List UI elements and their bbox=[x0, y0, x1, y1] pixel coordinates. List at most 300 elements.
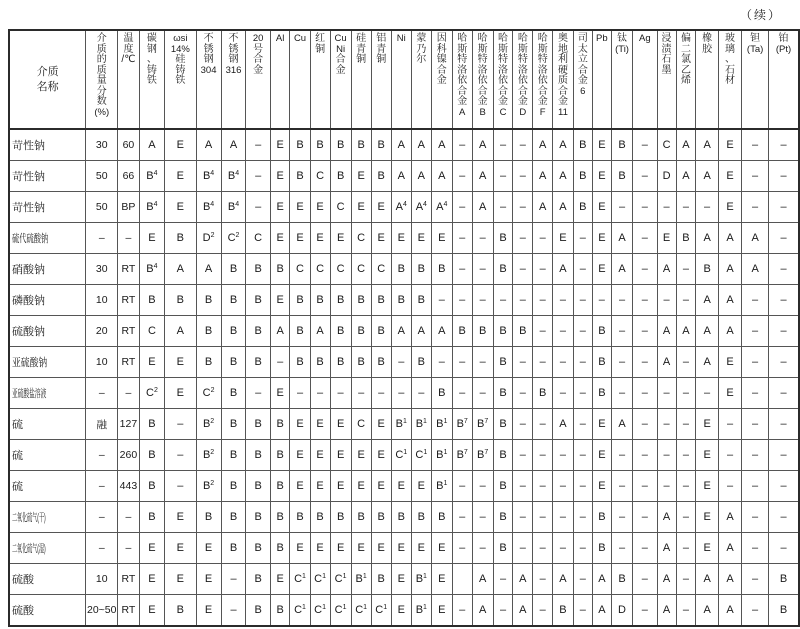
rating-cell: A bbox=[592, 595, 611, 627]
rating-cell: E bbox=[371, 440, 391, 471]
rating-cell: A bbox=[472, 192, 493, 223]
rating-cell: E bbox=[391, 564, 411, 595]
rating-cell: A bbox=[391, 161, 411, 192]
rating-cell: D bbox=[657, 161, 676, 192]
rating-cell: C bbox=[310, 254, 330, 285]
rating-footnote: 1 bbox=[423, 418, 427, 425]
rating-cell: E bbox=[718, 129, 741, 161]
rating-cell: A bbox=[696, 285, 719, 316]
rating-cell: – bbox=[513, 409, 533, 440]
rating-cell: E bbox=[696, 409, 719, 440]
rating-cell: A bbox=[310, 316, 330, 347]
rating-cell: E bbox=[139, 595, 164, 627]
rating-cell: B bbox=[221, 533, 246, 564]
header-label: 介 质 的 质 量 分 数 (%) bbox=[94, 33, 110, 118]
rating-cell: E bbox=[371, 192, 391, 223]
table-row bbox=[9, 347, 799, 378]
medium-name: 硝酸钠 bbox=[12, 264, 45, 276]
rating-cell: – bbox=[611, 192, 632, 223]
rating-cell: B bbox=[573, 129, 592, 161]
rating-footnote: 4 bbox=[443, 201, 448, 208]
rating-cell: – bbox=[493, 192, 513, 223]
table-row bbox=[9, 316, 799, 347]
rating-cell: E bbox=[696, 533, 719, 564]
table-row bbox=[9, 502, 799, 533]
rating-cell: E bbox=[270, 223, 290, 254]
rating-cell: B bbox=[221, 409, 246, 440]
table-row bbox=[9, 254, 799, 285]
rating-cell: E bbox=[371, 223, 391, 254]
rating-cell: B bbox=[351, 347, 371, 378]
temperature-cell: – bbox=[118, 223, 140, 254]
rating-cell: A bbox=[718, 595, 741, 627]
rating-cell: – bbox=[452, 595, 472, 627]
rating-footnote: 4 bbox=[153, 170, 158, 177]
header-label: Pb bbox=[596, 33, 608, 44]
rating-cell: B bbox=[310, 285, 330, 316]
rating-cell: A bbox=[533, 161, 553, 192]
rating-cell: B bbox=[290, 161, 310, 192]
rating-cell: B bbox=[391, 254, 411, 285]
rating-cell: A bbox=[718, 254, 741, 285]
table-row bbox=[9, 471, 799, 502]
rating-cell: B bbox=[270, 471, 290, 502]
rating-cell: – bbox=[533, 564, 553, 595]
rating-cell: A bbox=[592, 564, 611, 595]
rating-cell: $B^1$ bbox=[411, 564, 431, 595]
rating-footnote: 2 bbox=[235, 232, 240, 239]
rating-cell: – bbox=[452, 347, 472, 378]
rating-cell: B bbox=[696, 254, 719, 285]
rating-cell: – bbox=[472, 502, 493, 533]
rating-cell: – bbox=[573, 533, 592, 564]
rating-cell: E bbox=[657, 223, 676, 254]
rating-cell: – bbox=[676, 533, 696, 564]
header-label: Ag bbox=[639, 33, 651, 44]
header-label: 橡 胶 bbox=[702, 33, 713, 55]
rating-cell: $C^1$ bbox=[290, 595, 310, 627]
header-label: Al bbox=[275, 33, 285, 44]
rating-cell: A bbox=[472, 161, 493, 192]
rating-cell: E bbox=[330, 440, 351, 471]
rating-cell: A bbox=[533, 192, 553, 223]
rating-cell: B bbox=[330, 316, 351, 347]
rating-cell: – bbox=[165, 440, 197, 471]
rating-cell: – bbox=[472, 533, 493, 564]
rating-cell: – bbox=[513, 533, 533, 564]
rating-cell: – bbox=[472, 223, 493, 254]
material-header-3 bbox=[221, 30, 246, 129]
header-label: 哈 斯 特 洛 依 合 金 F bbox=[537, 33, 548, 118]
rating-cell: A bbox=[676, 129, 696, 161]
medium-name: 二氧化硫气(干) bbox=[12, 512, 46, 524]
info-header-2 bbox=[118, 30, 140, 129]
rating-cell: B bbox=[139, 285, 164, 316]
rating-cell: A bbox=[139, 129, 164, 161]
rating-cell: E bbox=[431, 223, 452, 254]
rating-cell: B bbox=[246, 595, 270, 627]
rating-cell: – bbox=[676, 347, 696, 378]
rating-cell: E bbox=[310, 440, 330, 471]
rating-cell: A bbox=[718, 285, 741, 316]
rating-cell: E bbox=[139, 564, 164, 595]
material-header-7 bbox=[310, 30, 330, 129]
rating-cell: B bbox=[351, 285, 371, 316]
concentration-cell: – bbox=[86, 378, 118, 409]
rating-cell: E bbox=[411, 533, 431, 564]
rating-footnote: 4 bbox=[153, 263, 158, 270]
material-header-13 bbox=[431, 30, 452, 129]
rating-cell: – bbox=[391, 347, 411, 378]
rating-cell: B bbox=[452, 316, 472, 347]
rating-cell: B bbox=[139, 471, 164, 502]
rating-cell: B bbox=[493, 223, 513, 254]
rating-cell: – bbox=[513, 223, 533, 254]
rating-cell: $B^1$ bbox=[411, 409, 431, 440]
rating-cell: – bbox=[452, 223, 472, 254]
temperature-cell: RT bbox=[118, 564, 140, 595]
rating-cell: – bbox=[657, 285, 676, 316]
rating-cell: – bbox=[633, 440, 657, 471]
rating-cell: B bbox=[493, 254, 513, 285]
rating-cell: B bbox=[493, 378, 513, 409]
temperature-cell: 260 bbox=[118, 440, 140, 471]
rating-cell: $C^1$ bbox=[371, 595, 391, 627]
rating-cell: E bbox=[592, 440, 611, 471]
medium-name-cell bbox=[9, 595, 86, 627]
rating-cell: – bbox=[611, 316, 632, 347]
rating-cell: C bbox=[310, 161, 330, 192]
temperature-cell: RT bbox=[118, 595, 140, 627]
rating-cell: – bbox=[742, 409, 769, 440]
rating-cell: – bbox=[769, 471, 800, 502]
rating-cell: – bbox=[513, 440, 533, 471]
material-header-18 bbox=[533, 30, 553, 129]
rating-cell: $C^2$ bbox=[221, 223, 246, 254]
medium-name: 硫酸 bbox=[12, 574, 34, 586]
rating-cell: – bbox=[493, 285, 513, 316]
rating-cell: E bbox=[290, 440, 310, 471]
rating-cell: B bbox=[553, 595, 574, 627]
rating-cell: B bbox=[411, 502, 431, 533]
rating-cell: B bbox=[196, 347, 221, 378]
material-header-22 bbox=[611, 30, 632, 129]
rating-cell: – bbox=[676, 440, 696, 471]
material-header-28 bbox=[742, 30, 769, 129]
rating-cell: B bbox=[139, 409, 164, 440]
medium-name: 硫酸 bbox=[12, 605, 34, 617]
rating-cell: B bbox=[371, 316, 391, 347]
temperature-cell: – bbox=[118, 533, 140, 564]
rating-cell: $B^4$ bbox=[221, 161, 246, 192]
header-label: 介质 名称 bbox=[36, 65, 59, 93]
rating-cell: E bbox=[290, 223, 310, 254]
rating-cell: $C^1$ bbox=[330, 595, 351, 627]
rating-cell: – bbox=[452, 129, 472, 161]
rating-cell: $C^1$ bbox=[330, 564, 351, 595]
rating-cell: – bbox=[533, 316, 553, 347]
rating-cell: A bbox=[657, 316, 676, 347]
rating-cell: – bbox=[165, 409, 197, 440]
rating-cell: $B^1$ bbox=[431, 440, 452, 471]
rating-cell: A bbox=[472, 564, 493, 595]
concentration-cell: 10 bbox=[86, 347, 118, 378]
rating-cell: – bbox=[452, 285, 472, 316]
header-label: 20 号 合 金 bbox=[252, 33, 264, 76]
rating-cell: A bbox=[611, 223, 632, 254]
rating-cell: B bbox=[472, 316, 493, 347]
concentration-cell: 20~50 bbox=[86, 595, 118, 627]
rating-cell: A bbox=[221, 129, 246, 161]
rating-cell: $B^4$ bbox=[139, 192, 164, 223]
rating-cell: – bbox=[718, 471, 741, 502]
rating-cell: A bbox=[513, 564, 533, 595]
material-header-20 bbox=[573, 30, 592, 129]
medium-name: 硫 bbox=[12, 450, 23, 462]
rating-cell: A bbox=[411, 161, 431, 192]
rating-cell: C bbox=[351, 254, 371, 285]
rating-cell: $B^1$ bbox=[431, 471, 452, 502]
rating-cell: B bbox=[246, 347, 270, 378]
rating-cell: B bbox=[221, 254, 246, 285]
medium-name: 磷酸钠 bbox=[12, 295, 45, 307]
header-label: 浸 渍 石 墨 bbox=[661, 33, 672, 76]
rating-cell: E bbox=[351, 192, 371, 223]
table-body bbox=[9, 129, 799, 626]
rating-cell: – bbox=[769, 192, 800, 223]
rating-footnote: 7 bbox=[463, 449, 468, 456]
rating-cell: B bbox=[371, 564, 391, 595]
rating-cell: – bbox=[769, 223, 800, 254]
rating-cell: B bbox=[592, 502, 611, 533]
material-header-4 bbox=[246, 30, 270, 129]
rating-cell: $B^7$ bbox=[452, 409, 472, 440]
rating-cell: – bbox=[769, 161, 800, 192]
rating-footnote: 2 bbox=[210, 387, 215, 394]
rating-cell: E bbox=[411, 223, 431, 254]
material-header-16 bbox=[493, 30, 513, 129]
rating-cell: $B^4$ bbox=[196, 192, 221, 223]
rating-cell: C bbox=[330, 254, 351, 285]
rating-cell: – bbox=[657, 409, 676, 440]
rating-cell: – bbox=[513, 347, 533, 378]
medium-name-cell bbox=[9, 533, 86, 564]
rating-cell: – bbox=[553, 440, 574, 471]
rating-cell: B bbox=[769, 595, 800, 627]
rating-cell: A bbox=[696, 595, 719, 627]
rating-cell: $A^4$ bbox=[391, 192, 411, 223]
rating-cell: – bbox=[553, 502, 574, 533]
rating-footnote: 4 bbox=[402, 201, 407, 208]
rating-footnote: 4 bbox=[423, 201, 427, 208]
rating-cell: – bbox=[246, 378, 270, 409]
rating-cell: – bbox=[573, 471, 592, 502]
material-header-27 bbox=[718, 30, 741, 129]
rating-cell: B bbox=[270, 254, 290, 285]
header-label: 红 铜 bbox=[315, 33, 326, 55]
rating-cell: – bbox=[246, 192, 270, 223]
rating-cell: B bbox=[330, 161, 351, 192]
rating-cell: $B^7$ bbox=[452, 440, 472, 471]
material-header-25 bbox=[676, 30, 696, 129]
rating-cell: $B^1$ bbox=[431, 409, 452, 440]
rating-cell: A bbox=[553, 409, 574, 440]
rating-cell: – bbox=[452, 502, 472, 533]
rating-cell: – bbox=[742, 347, 769, 378]
rating-cell: – bbox=[718, 409, 741, 440]
rating-cell: – bbox=[633, 409, 657, 440]
rating-footnote: 1 bbox=[403, 449, 408, 456]
rating-cell: – bbox=[493, 595, 513, 627]
rating-cell: B bbox=[196, 502, 221, 533]
rating-footnote: 1 bbox=[423, 449, 428, 456]
rating-cell: $B^2$ bbox=[196, 471, 221, 502]
rating-footnote: 1 bbox=[423, 604, 427, 611]
rating-cell: – bbox=[371, 378, 391, 409]
temperature-cell: 66 bbox=[118, 161, 140, 192]
rating-cell: $A^4$ bbox=[431, 192, 452, 223]
medium-name: 亚硫酸钠 bbox=[12, 357, 48, 369]
rating-cell: E bbox=[718, 378, 741, 409]
rating-cell: E bbox=[290, 192, 310, 223]
rating-cell: – bbox=[513, 502, 533, 533]
rating-cell: – bbox=[742, 129, 769, 161]
rating-cell: $B^4$ bbox=[139, 254, 164, 285]
rating-footnote: 4 bbox=[210, 170, 215, 177]
rating-cell: B bbox=[246, 316, 270, 347]
rating-cell: $C^1$ bbox=[411, 440, 431, 471]
temperature-cell: 443 bbox=[118, 471, 140, 502]
rating-cell: B bbox=[221, 316, 246, 347]
rating-cell: – bbox=[573, 502, 592, 533]
rating-cell: – bbox=[633, 471, 657, 502]
rating-cell: – bbox=[718, 440, 741, 471]
rating-cell: – bbox=[533, 440, 553, 471]
medium-name-cell bbox=[9, 316, 86, 347]
rating-cell: B bbox=[533, 378, 553, 409]
rating-cell: C bbox=[351, 409, 371, 440]
medium-name-cell bbox=[9, 471, 86, 502]
medium-name-cell bbox=[9, 161, 86, 192]
header-label: Cu bbox=[293, 33, 307, 44]
rating-cell: E bbox=[310, 409, 330, 440]
rating-cell: – bbox=[533, 533, 553, 564]
rating-cell: – bbox=[573, 378, 592, 409]
material-header-21 bbox=[592, 30, 611, 129]
header-label: 哈 斯 特 洛 依 合 金 C bbox=[498, 33, 508, 118]
rating-cell: E bbox=[196, 564, 221, 595]
table-row bbox=[9, 285, 799, 316]
rating-cell: A bbox=[696, 129, 719, 161]
rating-cell: A bbox=[657, 564, 676, 595]
rating-cell: B bbox=[391, 285, 411, 316]
material-header-5 bbox=[270, 30, 290, 129]
rating-cell: B bbox=[165, 223, 197, 254]
rating-footnote: 1 bbox=[443, 480, 448, 487]
rating-cell: E bbox=[411, 471, 431, 502]
rating-cell: $B^4$ bbox=[139, 161, 164, 192]
rating-cell: – bbox=[270, 347, 290, 378]
material-header-26 bbox=[696, 30, 719, 129]
rating-cell: B bbox=[493, 316, 513, 347]
rating-cell: E bbox=[165, 378, 197, 409]
header-label: 玻 璃 、 石 材 bbox=[725, 33, 736, 86]
rating-cell: E bbox=[592, 254, 611, 285]
table-row bbox=[9, 223, 799, 254]
rating-cell: – bbox=[452, 192, 472, 223]
rating-cell: – bbox=[553, 533, 574, 564]
medium-name: 苛性钠 bbox=[12, 140, 45, 152]
rating-cell: B bbox=[493, 471, 513, 502]
medium-name: 苛性钠 bbox=[12, 202, 45, 214]
rating-cell: E bbox=[270, 192, 290, 223]
rating-cell: B bbox=[270, 595, 290, 627]
rating-cell: – bbox=[452, 471, 472, 502]
header-label: 因 科 镍 合 金 bbox=[436, 33, 447, 86]
rating-cell: A bbox=[718, 564, 741, 595]
rating-cell: B bbox=[290, 129, 310, 161]
rating-cell: – bbox=[472, 347, 493, 378]
header-label: 司 太 立 合 金 6 bbox=[577, 33, 588, 97]
rating-cell: E bbox=[592, 161, 611, 192]
header-label: 铝 青 铜 bbox=[376, 33, 387, 65]
rating-cell: B bbox=[246, 285, 270, 316]
rating-cell: E bbox=[270, 129, 290, 161]
rating-cell: – bbox=[676, 192, 696, 223]
rating-cell: – bbox=[493, 129, 513, 161]
rating-cell: – bbox=[633, 378, 657, 409]
rating-cell: A bbox=[196, 129, 221, 161]
rating-cell: A bbox=[270, 316, 290, 347]
rating-cell: – bbox=[633, 129, 657, 161]
material-header-14 bbox=[452, 30, 472, 129]
rating-cell: B bbox=[246, 564, 270, 595]
header-label: 哈 斯 特 洛 依 合 金 B bbox=[477, 33, 488, 118]
rating-cell: E bbox=[696, 440, 719, 471]
rating-footnote: 2 bbox=[210, 232, 215, 239]
rating-cell: B bbox=[513, 316, 533, 347]
rating-cell: – bbox=[533, 285, 553, 316]
concentration-cell: – bbox=[86, 440, 118, 471]
rating-cell: – bbox=[573, 409, 592, 440]
rating-footnote: 1 bbox=[302, 573, 306, 580]
medium-name-cell bbox=[9, 347, 86, 378]
rating-cell: B bbox=[221, 440, 246, 471]
rating-cell: E bbox=[696, 471, 719, 502]
rating-cell: C bbox=[351, 223, 371, 254]
rating-cell: B bbox=[221, 471, 246, 502]
rating-cell: – bbox=[676, 595, 696, 627]
rating-cell: E bbox=[371, 409, 391, 440]
rating-cell: $A^4$ bbox=[411, 192, 431, 223]
temperature-cell: RT bbox=[118, 285, 140, 316]
rating-cell: E bbox=[431, 564, 452, 595]
rating-cell: $C^1$ bbox=[310, 564, 330, 595]
rating-cell: – bbox=[633, 254, 657, 285]
rating-cell: B bbox=[290, 316, 310, 347]
rating-cell: A bbox=[657, 502, 676, 533]
table-row bbox=[9, 161, 799, 192]
rating-cell: – bbox=[573, 223, 592, 254]
medium-name-cell bbox=[9, 254, 86, 285]
rating-cell: B bbox=[165, 285, 197, 316]
rating-cell: – bbox=[513, 129, 533, 161]
medium-name: 硫 bbox=[12, 481, 23, 493]
rating-cell: A bbox=[611, 409, 632, 440]
rating-cell: A bbox=[196, 254, 221, 285]
rating-cell: B bbox=[573, 192, 592, 223]
rating-cell: A bbox=[431, 129, 452, 161]
